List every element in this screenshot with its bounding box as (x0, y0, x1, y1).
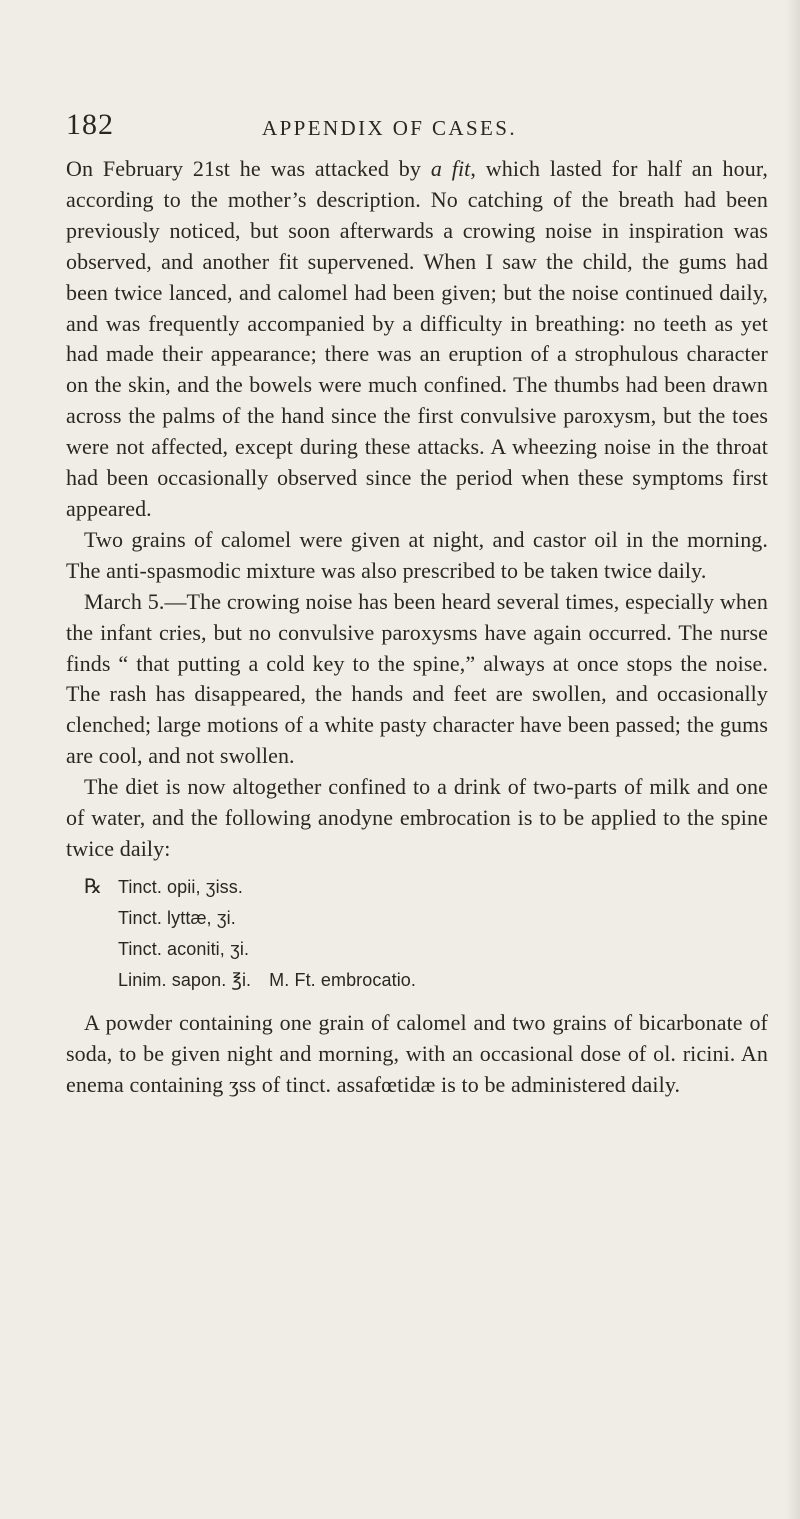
prescription-item: Tinct. lyttæ, ʒi. (118, 907, 236, 928)
prescription-item: Linim. sapon. ℥i. (118, 969, 252, 990)
prescription-line (84, 934, 768, 965)
page-header (66, 108, 766, 148)
paragraph-march-5: March 5.—The crowing noise has been heard several times, especially when the infant cries, but no convulsive paroxysms have again occurred. The nurse finds “ that putting a cold key to the spine,” always at once stops the noise. The rash has disappeared, the hands and feet are swollen, and occasionally clenched; large motions of a white pasty character have been passed; the gums are cool, and not swollen. (66, 588, 768, 769)
paragraph-powder-enema: A powder containing one grain of calomel and two grains of bicarbonate of soda, to be given night and morning, with an occasional dose of ol. ricini. An enema containing ʒss of tinct. assafœtidæ is to be administered daily. (66, 1009, 768, 1097)
prescription-item: Tinct. opii, ʒiss. (118, 876, 243, 897)
prescription-line (84, 871, 768, 903)
recipe-symbol: ℞ (84, 873, 103, 898)
running-title: APPENDIX OF CASES. (262, 116, 517, 140)
prescription-line (84, 965, 768, 996)
prescription-line (84, 903, 768, 934)
prescription-item: Tinct. aconiti, ʒi. (118, 938, 250, 959)
paragraph-treatment: Two grains of calomel were given at night, and castor oil in the morning. The anti-spasmodic mixture was also prescribed to be taken twice daily. (66, 526, 768, 583)
paragraph-fit-description (66, 154, 768, 525)
paragraph-text: , which lasted for half an hour, according to the mother’s description. No catching of the breath had been previously noticed, but soon afterwards a crowing noise in inspiration was observed, and another fit supervened. When I saw the child, the gums had been twice lanced, and calomel had been given; but the noise continued daily, and was frequently accompanied by a difficulty in breathing: no teeth as yet had made their appearance; there was an eruption of a strophulous character on the skin, and the bowels were much confined. The thumbs had been drawn across the palms of the hand since the first convulsive paroxysm, but the toes were not affected, except during these attacks. A wheezing noise in the throat had been occasionally observed since the period when these symptoms first appeared. (66, 156, 769, 521)
paragraph-text: On February 21st he was attacked by (66, 156, 431, 181)
prescription-formula (66, 871, 768, 996)
page-number: 182 (66, 108, 114, 141)
italic-phrase: a fit (430, 156, 471, 181)
prescription-directions: M. Ft. embrocatio. (269, 969, 417, 990)
page-edge-shadow (786, 0, 800, 1519)
body-text (66, 154, 768, 1101)
paragraph-diet: The diet is now altogether confined to a drink of two-parts of milk and one of water, and the following anodyne embrocation is to be applied to the spine twice daily: (66, 774, 768, 861)
